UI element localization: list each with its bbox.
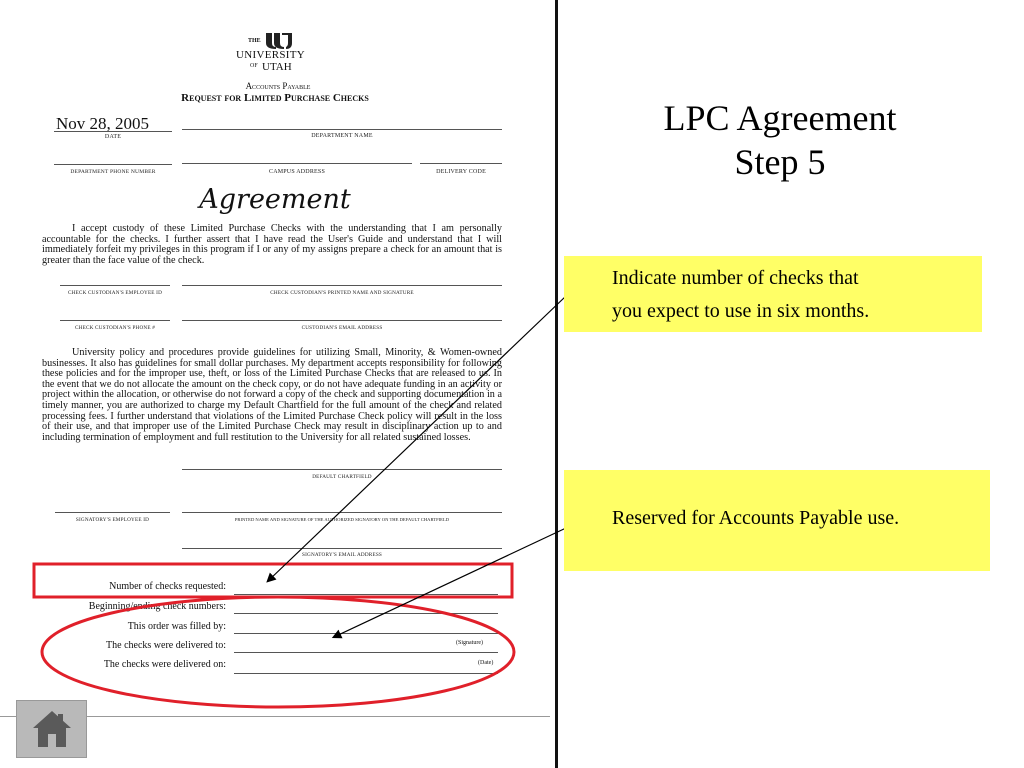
home-button[interactable] — [16, 700, 87, 758]
callout-reserved-text: Reserved for Accounts Payable use. — [612, 507, 900, 529]
custodian-email-label: CUSTODIAN'S EMAIL ADDRESS — [301, 325, 383, 331]
logo-utah: UTAH — [262, 61, 292, 73]
slide-title-line-1: LPC Agreement — [663, 98, 897, 138]
logo-of: OF — [250, 63, 258, 69]
delivered-to-label: The checks were delivered to: — [106, 640, 226, 651]
agreement-heading: Agreement — [199, 184, 351, 215]
printed-name-label: PRINTED NAME AND SIGNATURE OF THE AUTHORIZED SIGNATORY ON THE DEFAULT CHARTFIELD — [234, 517, 450, 522]
delivered-on-label: The checks were delivered on: — [103, 659, 226, 670]
signatory-id-label: SIGNATORY'S EMPLOYEE ID — [75, 517, 150, 523]
agreement-paragraph: I accept custody of these Limited Purchase Checks with the understanding that I am personally accountable for the checks. I further assert that I have read the User's Guide and understand that I will immediately forfeit my privileges in this program if I or any of my assigns prepare a check for an amount that is greater than the face value of the check. — [42, 223, 502, 266]
default-chartfield-label: DEFAULT CHARTFIELD — [312, 474, 372, 480]
policy-paragraph: University policy and procedures provide guidelines for utilizing Small, Minority, & Women-owned businesses. It also has guidelines for small dollar purchases. My department accepts responsibility for following these policies and for the improper use, theft, or loss of the Limited Purchase Checks that are released to us. In the event that we do not allocate the amount on the check copy, or do not have adequate funding in an activity or project within the allocation, or otherwise do not forward a copy of the check and supporting documentation in a timely manner, you are authorized to charge my Default Chartfield for the full amount of the check and related processing fees. I further understand that violations of the Limited Purchase Check policy will result in the loss of their use, and that improper use of the Limited Purchase Check may result in disciplinary action up to and including termination of employment and full restitution to the University for all related sustained losses. — [42, 347, 502, 443]
num-checks-highlight-box — [34, 564, 512, 597]
accounts-payable-highlight-ellipse — [42, 597, 514, 707]
num-checks-label: Number of checks requested: — [109, 581, 226, 592]
slide-title-line-2: Step 5 — [734, 142, 826, 182]
department-name-label: DEPARTMENT NAME — [311, 133, 373, 139]
filled-by-label: This order was filled by: — [127, 621, 226, 632]
custodian-name-label: CHECK CUSTODIAN'S PRINTED NAME AND SIGNATURE — [270, 290, 414, 296]
date-label: DATE — [104, 134, 122, 140]
slide-title — [600, 96, 960, 184]
signature-note: (Signature) — [456, 640, 483, 646]
department-heading: Accounts Payable — [245, 81, 311, 91]
house-icon — [31, 709, 73, 749]
callout-reserved — [564, 470, 990, 571]
custodian-phone-label: CHECK CUSTODIAN'S PHONE # — [74, 325, 156, 331]
date-note: (Date) — [478, 660, 494, 666]
arrow-to-num-checks — [268, 296, 566, 581]
date-value: Nov 28, 2005 — [56, 114, 150, 133]
signatory-email-label: SIGNATORY'S EMAIL ADDRESS — [301, 552, 382, 558]
form-title: Request for Limited Purchase Checks — [181, 92, 369, 104]
callout-num-checks — [564, 256, 982, 332]
beginning-ending-label: Beginning/ending check numbers: — [88, 601, 226, 612]
delivery-code-label: DELIVERY CODE — [436, 169, 486, 175]
logo-the: THE — [248, 38, 261, 44]
custodian-id-label: CHECK CUSTODIAN'S EMPLOYEE ID — [67, 290, 163, 296]
department-phone-label: DEPARTMENT PHONE NUMBER — [70, 169, 156, 175]
callout-num-checks-line-2: you expect to use in six months. — [612, 300, 870, 322]
callout-num-checks-line-1: Indicate number of checks that — [612, 267, 859, 289]
arrow-to-reserved-section — [334, 528, 566, 637]
campus-address-label: CAMPUS ADDRESS — [269, 169, 325, 175]
logo-university: UNIVERSITY — [236, 49, 305, 61]
